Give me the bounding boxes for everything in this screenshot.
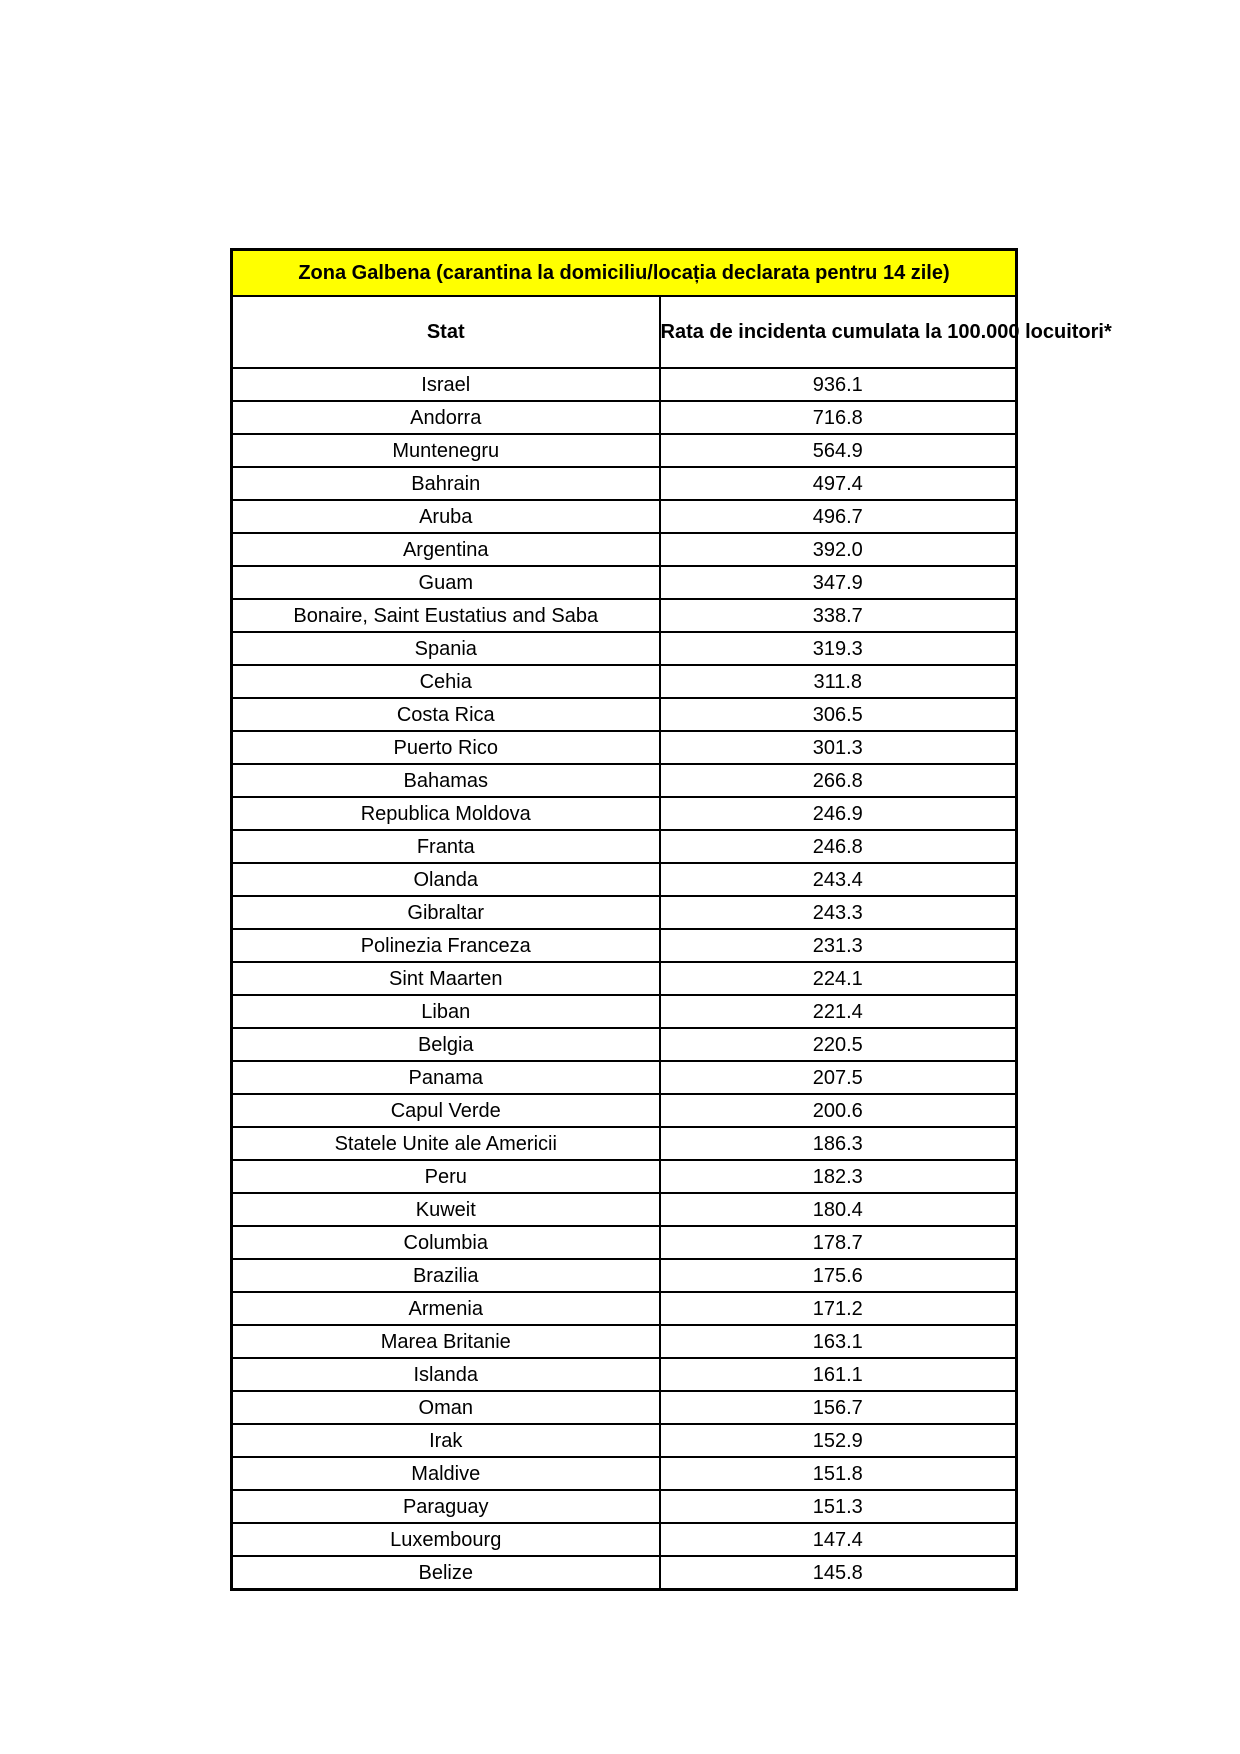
country-cell: Cehia [232,665,660,698]
table-row [232,1490,1017,1523]
table-row [232,1160,1017,1193]
country-cell: Statele Unite ale Americii [232,1127,660,1160]
country-cell: Argentina [232,533,660,566]
column-header-country: Stat [232,296,660,368]
country-cell: Olanda [232,863,660,896]
country-cell: Costa Rica [232,698,660,731]
country-cell: Islanda [232,1358,660,1391]
incidence-rate-cell: 186.3 [660,1127,1017,1160]
incidence-rate-cell: 163.1 [660,1325,1017,1358]
incidence-rate-cell: 161.1 [660,1358,1017,1391]
table-row [232,1556,1017,1590]
incidence-rate-cell: 156.7 [660,1391,1017,1424]
table-row [232,731,1017,764]
country-cell: Bahrain [232,467,660,500]
country-cell: Liban [232,995,660,1028]
country-cell: Kuweit [232,1193,660,1226]
table-row [232,1358,1017,1391]
table-row [232,1028,1017,1061]
table-row [232,1457,1017,1490]
country-cell: Andorra [232,401,660,434]
incidence-rate-cell: 497.4 [660,467,1017,500]
incidence-rate-cell: 207.5 [660,1061,1017,1094]
country-cell: Puerto Rico [232,731,660,764]
table-row [232,995,1017,1028]
table-title: Zona Galbena (carantina la domiciliu/locația declarata pentru 14 zile) [232,250,1017,297]
table-row [232,500,1017,533]
country-cell: Guam [232,566,660,599]
country-cell: Capul Verde [232,1094,660,1127]
table-row [232,797,1017,830]
table-row [232,599,1017,632]
country-cell: Belize [232,1556,660,1590]
incidence-rate-cell: 243.3 [660,896,1017,929]
table-title-row [232,250,1017,297]
country-cell: Aruba [232,500,660,533]
country-cell: Panama [232,1061,660,1094]
incidence-rate-cell: 200.6 [660,1094,1017,1127]
country-cell: Paraguay [232,1490,660,1523]
country-cell: Polinezia Franceza [232,929,660,962]
incidence-rate-cell: 246.9 [660,797,1017,830]
country-cell: Gibraltar [232,896,660,929]
incidence-rate-cell: 266.8 [660,764,1017,797]
table-row [232,764,1017,797]
table-row [232,1226,1017,1259]
table-row [232,962,1017,995]
country-cell: Belgia [232,1028,660,1061]
country-cell: Columbia [232,1226,660,1259]
country-cell: Peru [232,1160,660,1193]
table-row [232,566,1017,599]
incidence-rate-cell: 151.8 [660,1457,1017,1490]
country-cell: Irak [232,1424,660,1457]
incidence-rate-cell: 564.9 [660,434,1017,467]
country-cell: Muntenegru [232,434,660,467]
table-row [232,1292,1017,1325]
country-cell: Republica Moldova [232,797,660,830]
incidence-rate-cell: 936.1 [660,368,1017,401]
table-body [232,368,1017,1590]
table-row [232,1325,1017,1358]
table-row [232,1127,1017,1160]
country-cell: Spania [232,632,660,665]
incidence-rate-cell: 180.4 [660,1193,1017,1226]
incidence-rate-cell: 716.8 [660,401,1017,434]
country-cell: Bonaire, Saint Eustatius and Saba [232,599,660,632]
incidence-rate-cell: 147.4 [660,1523,1017,1556]
incidence-rate-cell: 182.3 [660,1160,1017,1193]
incidence-rate-cell: 145.8 [660,1556,1017,1590]
incidence-rate-cell: 178.7 [660,1226,1017,1259]
incidence-rate-cell: 171.2 [660,1292,1017,1325]
incidence-rate-cell: 392.0 [660,533,1017,566]
incidence-rate-cell: 152.9 [660,1424,1017,1457]
incidence-rate-cell: 175.6 [660,1259,1017,1292]
table-row [232,1523,1017,1556]
table-row [232,1391,1017,1424]
incidence-rate-cell: 306.5 [660,698,1017,731]
incidence-rate-cell: 311.8 [660,665,1017,698]
table-row [232,863,1017,896]
incidence-rate-cell: 220.5 [660,1028,1017,1061]
table-row [232,533,1017,566]
table-row [232,830,1017,863]
country-cell: Israel [232,368,660,401]
incidence-rate-cell: 496.7 [660,500,1017,533]
table-row [232,368,1017,401]
country-cell: Bahamas [232,764,660,797]
incidence-rate-cell: 221.4 [660,995,1017,1028]
table-row [232,1424,1017,1457]
table-row [232,665,1017,698]
table-row [232,1193,1017,1226]
table-row [232,401,1017,434]
column-header-incidence-rate: Rata de incidenta cumulata la 100.000 locuitori* [660,296,1017,368]
country-cell: Maldive [232,1457,660,1490]
country-cell: Marea Britanie [232,1325,660,1358]
incidence-rate-cell: 338.7 [660,599,1017,632]
table-row [232,698,1017,731]
table-row [232,467,1017,500]
incidence-rate-cell: 151.3 [660,1490,1017,1523]
incidence-rate-cell: 347.9 [660,566,1017,599]
table-row [232,1061,1017,1094]
country-cell: Armenia [232,1292,660,1325]
incidence-rate-cell: 301.3 [660,731,1017,764]
incidence-rate-cell: 231.3 [660,929,1017,962]
table-header-row [232,296,1017,368]
country-cell: Luxembourg [232,1523,660,1556]
table-row [232,434,1017,467]
table-row [232,929,1017,962]
country-cell: Sint Maarten [232,962,660,995]
country-cell: Oman [232,1391,660,1424]
incidence-rate-cell: 243.4 [660,863,1017,896]
country-cell: Franta [232,830,660,863]
table-row [232,1259,1017,1292]
table-row [232,1094,1017,1127]
table-row [232,632,1017,665]
table-row [232,896,1017,929]
country-cell: Brazilia [232,1259,660,1292]
incidence-rate-cell: 224.1 [660,962,1017,995]
incidence-rate-cell: 319.3 [660,632,1017,665]
incidence-rate-cell: 246.8 [660,830,1017,863]
yellow-zone-table [230,248,1112,1591]
